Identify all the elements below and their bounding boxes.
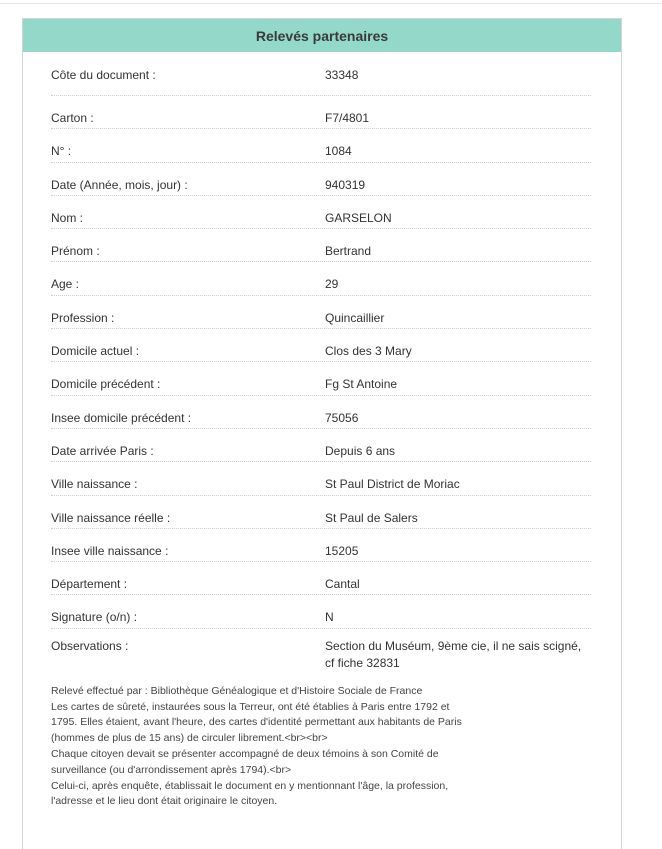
- field-value: 1084: [325, 144, 352, 159]
- field-label: Côte du document :: [51, 68, 156, 82]
- field-label: Date (Année, mois, jour) :: [51, 177, 188, 192]
- field-value: 75056: [325, 410, 359, 425]
- field-row-date-arrivee: [51, 429, 591, 462]
- field-row-observations: [51, 629, 591, 672]
- field-row-signature: [51, 595, 591, 628]
- field-value: 29: [325, 277, 339, 292]
- field-row-ville-naissance: [51, 462, 591, 495]
- field-label: Domicile précédent :: [51, 377, 161, 392]
- field-value: F7/4801: [325, 111, 370, 125]
- field-row-insee-ville-naissance: [51, 529, 591, 562]
- field-label: Prénom :: [51, 244, 100, 259]
- field-row-numero: [51, 129, 591, 162]
- field-value: 940319: [325, 177, 366, 192]
- field-label: Age :: [51, 277, 80, 292]
- field-value: Section du Muséum, 9ème cie, il ne sais scigné, cf fiche 32831: [325, 638, 582, 670]
- field-row-carton: [51, 96, 591, 129]
- field-label: Insee ville naissance :: [51, 543, 169, 558]
- field-value: 33348: [325, 68, 359, 82]
- field-row-prenom: [51, 229, 591, 262]
- field-value: N: [325, 610, 334, 625]
- top-divider: [0, 3, 662, 4]
- field-label: N° :: [51, 144, 72, 159]
- field-value: Depuis 6 ans: [325, 443, 396, 458]
- source-note-line: 1795. Elles étaient, avant l'heure, des cartes d'identité permettant aux habitants de Paris: [51, 716, 462, 729]
- field-row-nom: [51, 196, 591, 229]
- field-row-profession: [51, 296, 591, 329]
- panel-title: Relevés partenaires: [23, 19, 621, 52]
- field-row-cote: [51, 52, 591, 96]
- source-note-line: Celui-ci, après enquête, établissait le document en y mentionnant l'âge, la profession,: [51, 779, 449, 792]
- field-label: Profession :: [51, 310, 115, 325]
- field-row-departement: [51, 562, 591, 595]
- field-row-domicile-precedent: [51, 362, 591, 395]
- field-label: Date arrivée Paris :: [51, 443, 154, 458]
- source-note: [51, 684, 491, 810]
- source-note-line: Les cartes de sûreté, instaurées sous la Terreur, ont été établies à Paris entre 1792 et: [51, 700, 450, 713]
- field-value: Clos des 3 Mary: [325, 344, 412, 359]
- field-label: Carton :: [51, 111, 94, 125]
- field-label: Ville naissance réelle :: [51, 510, 171, 525]
- source-note-line: surveillance (ou d'arrondissement après 1794).<br>: [51, 763, 292, 776]
- records-panel: [22, 18, 622, 849]
- record-fields: [51, 52, 591, 672]
- field-row-ville-naissance-reelle: [51, 496, 591, 529]
- field-label: Observations :: [51, 638, 129, 653]
- field-value: 15205: [325, 543, 359, 558]
- field-label: Ville naissance :: [51, 477, 138, 492]
- field-value: St Paul District de Moriac: [325, 477, 460, 492]
- field-label: Nom :: [51, 210, 84, 225]
- field-value: GARSELON: [325, 210, 392, 225]
- field-value: St Paul de Salers: [325, 510, 418, 525]
- field-row-age: [51, 262, 591, 295]
- field-value: Cantal: [325, 577, 360, 592]
- field-label: Insee domicile précédent :: [51, 410, 192, 425]
- field-row-domicile-actuel: [51, 329, 591, 362]
- source-note-line: l'adresse et le lieu dont était originaire le citoyen.: [51, 795, 278, 808]
- field-value: Fg St Antoine: [325, 377, 398, 392]
- field-label: Domicile actuel :: [51, 344, 140, 359]
- source-note-line: Relevé effectué par : Bibliothèque Généalogique et d'Histoire Sociale de France: [51, 684, 423, 697]
- field-label: Signature (o/n) :: [51, 610, 138, 625]
- field-value: Quincaillier: [325, 310, 385, 325]
- field-value: Bertrand: [325, 244, 372, 259]
- field-row-date: [51, 163, 591, 196]
- source-note-line: (hommes de plus de 15 ans) de circuler librement.<br><br>: [51, 732, 328, 745]
- field-label: Département :: [51, 577, 128, 592]
- source-note-line: Chaque citoyen devait se présenter accompagné de deux témoins à son Comité de: [51, 747, 439, 760]
- field-row-insee-domicile: [51, 396, 591, 429]
